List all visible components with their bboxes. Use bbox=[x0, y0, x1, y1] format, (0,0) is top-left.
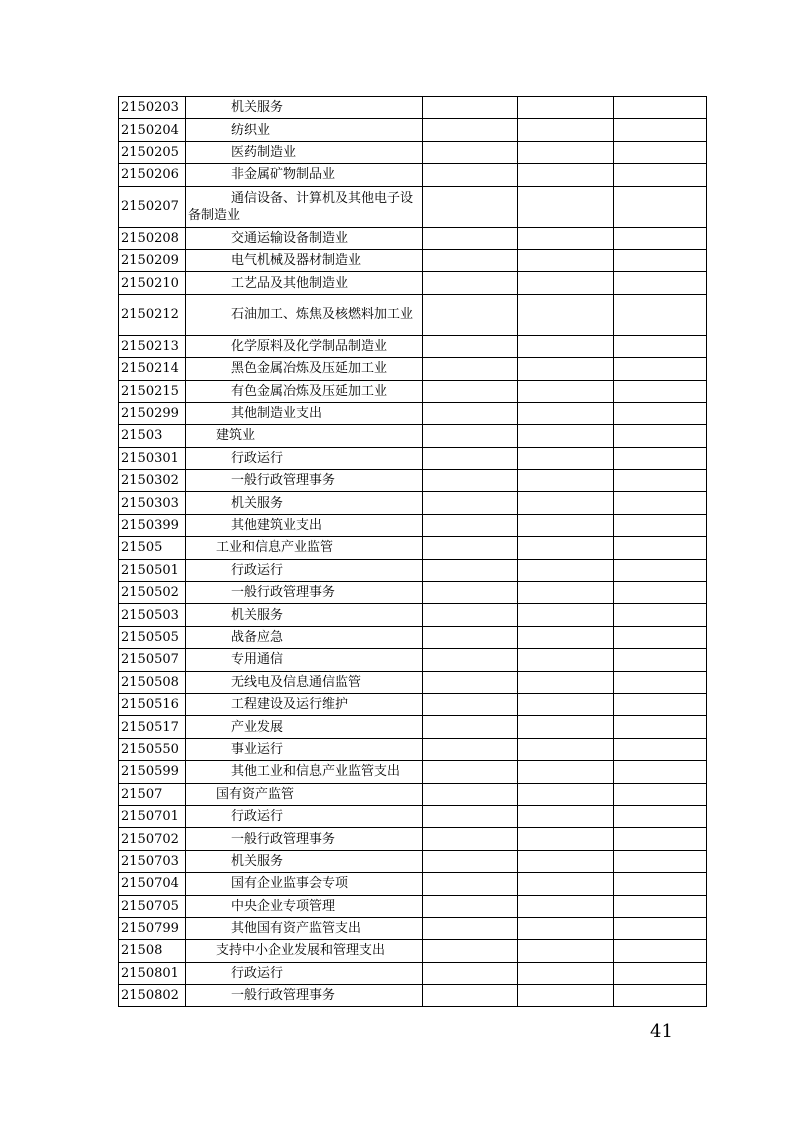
row-name: 战备应急 bbox=[186, 626, 423, 648]
row-name: 化学原料及化学制品制造业 bbox=[186, 335, 423, 357]
row-amount-cell bbox=[614, 537, 707, 559]
row-code: 21505 bbox=[119, 537, 186, 559]
row-amount-cell bbox=[614, 164, 707, 186]
row-amount-cell bbox=[518, 537, 614, 559]
row-name: 机关服务 bbox=[186, 850, 423, 872]
table-row bbox=[119, 492, 707, 514]
row-amount-cell bbox=[614, 470, 707, 492]
row-amount-cell bbox=[614, 272, 707, 294]
row-name: 一般行政管理事务 bbox=[186, 828, 423, 850]
row-name: 其他国有资产监管支出 bbox=[186, 917, 423, 939]
row-amount-cell bbox=[614, 716, 707, 738]
row-amount-cell bbox=[614, 873, 707, 895]
table-row bbox=[119, 119, 707, 141]
row-amount-cell bbox=[423, 828, 518, 850]
table-row bbox=[119, 97, 707, 119]
row-name: 机关服务 bbox=[186, 492, 423, 514]
row-amount-cell bbox=[423, 249, 518, 271]
row-name: 通信设备、计算机及其他电子设备制造业 bbox=[186, 186, 423, 227]
row-code: 2150505 bbox=[119, 626, 186, 648]
page-number: 41 bbox=[650, 1021, 673, 1042]
row-amount-cell bbox=[614, 850, 707, 872]
table-row bbox=[119, 873, 707, 895]
table-row bbox=[119, 671, 707, 693]
row-code: 2150205 bbox=[119, 141, 186, 163]
row-code: 21507 bbox=[119, 783, 186, 805]
row-code: 2150299 bbox=[119, 402, 186, 424]
row-name: 电气机械及器材制造业 bbox=[186, 249, 423, 271]
row-code: 2150517 bbox=[119, 716, 186, 738]
row-code: 2150212 bbox=[119, 294, 186, 335]
row-code: 2150516 bbox=[119, 693, 186, 715]
row-name: 工业和信息产业监管 bbox=[186, 537, 423, 559]
row-amount-cell bbox=[518, 164, 614, 186]
table-row bbox=[119, 164, 707, 186]
table-row bbox=[119, 850, 707, 872]
row-name: 纺织业 bbox=[186, 119, 423, 141]
row-amount-cell bbox=[518, 425, 614, 447]
row-amount-cell bbox=[614, 985, 707, 1007]
table-row bbox=[119, 582, 707, 604]
budget-table bbox=[118, 96, 707, 1007]
row-code: 2150208 bbox=[119, 227, 186, 249]
row-amount-cell bbox=[423, 425, 518, 447]
row-code: 21503 bbox=[119, 425, 186, 447]
row-code: 2150799 bbox=[119, 917, 186, 939]
row-amount-cell bbox=[423, 447, 518, 469]
row-amount-cell bbox=[614, 738, 707, 760]
row-amount-cell bbox=[423, 358, 518, 380]
row-code: 2150215 bbox=[119, 380, 186, 402]
row-amount-cell bbox=[423, 940, 518, 962]
row-amount-cell bbox=[423, 873, 518, 895]
row-code: 2150802 bbox=[119, 985, 186, 1007]
row-amount-cell bbox=[614, 227, 707, 249]
row-name: 行政运行 bbox=[186, 805, 423, 827]
row-code: 2150507 bbox=[119, 649, 186, 671]
row-amount-cell bbox=[518, 604, 614, 626]
row-amount-cell bbox=[614, 895, 707, 917]
row-amount-cell bbox=[518, 272, 614, 294]
row-amount-cell bbox=[423, 604, 518, 626]
row-amount-cell bbox=[518, 873, 614, 895]
row-amount-cell bbox=[423, 186, 518, 227]
table-row bbox=[119, 761, 707, 783]
row-name: 交通运输设备制造业 bbox=[186, 227, 423, 249]
row-amount-cell bbox=[614, 358, 707, 380]
row-amount-cell bbox=[423, 97, 518, 119]
row-name: 专用通信 bbox=[186, 649, 423, 671]
row-amount-cell bbox=[518, 514, 614, 536]
row-amount-cell bbox=[614, 186, 707, 227]
row-amount-cell bbox=[518, 559, 614, 581]
row-amount-cell bbox=[614, 649, 707, 671]
row-amount-cell bbox=[614, 917, 707, 939]
row-amount-cell bbox=[518, 141, 614, 163]
row-amount-cell bbox=[614, 492, 707, 514]
row-name: 一般行政管理事务 bbox=[186, 985, 423, 1007]
row-code: 2150213 bbox=[119, 335, 186, 357]
row-code: 2150399 bbox=[119, 514, 186, 536]
row-name: 行政运行 bbox=[186, 447, 423, 469]
row-amount-cell bbox=[614, 828, 707, 850]
row-name: 中央企业专项管理 bbox=[186, 895, 423, 917]
row-amount-cell bbox=[423, 537, 518, 559]
row-amount-cell bbox=[518, 358, 614, 380]
row-code: 2150703 bbox=[119, 850, 186, 872]
row-amount-cell bbox=[518, 761, 614, 783]
row-code: 2150302 bbox=[119, 470, 186, 492]
row-code: 2150301 bbox=[119, 447, 186, 469]
row-amount-cell bbox=[518, 402, 614, 424]
row-amount-cell bbox=[614, 604, 707, 626]
row-amount-cell bbox=[614, 141, 707, 163]
row-name: 医药制造业 bbox=[186, 141, 423, 163]
row-code: 2150550 bbox=[119, 738, 186, 760]
row-name: 其他制造业支出 bbox=[186, 402, 423, 424]
table-row bbox=[119, 626, 707, 648]
row-name: 一般行政管理事务 bbox=[186, 470, 423, 492]
row-amount-cell bbox=[423, 119, 518, 141]
row-amount-cell bbox=[614, 380, 707, 402]
row-amount-cell bbox=[423, 164, 518, 186]
row-amount-cell bbox=[518, 119, 614, 141]
row-amount-cell bbox=[518, 671, 614, 693]
row-amount-cell bbox=[518, 716, 614, 738]
row-amount-cell bbox=[614, 761, 707, 783]
table-row bbox=[119, 940, 707, 962]
table-row bbox=[119, 649, 707, 671]
table-row bbox=[119, 559, 707, 581]
table-row bbox=[119, 783, 707, 805]
row-name: 行政运行 bbox=[186, 962, 423, 984]
row-amount-cell bbox=[518, 940, 614, 962]
table-row bbox=[119, 294, 707, 335]
row-code: 2150203 bbox=[119, 97, 186, 119]
row-amount-cell bbox=[614, 514, 707, 536]
row-name: 无线电及信息通信监管 bbox=[186, 671, 423, 693]
row-amount-cell bbox=[614, 940, 707, 962]
row-amount-cell bbox=[423, 141, 518, 163]
row-amount-cell bbox=[423, 671, 518, 693]
row-amount-cell bbox=[423, 805, 518, 827]
row-amount-cell bbox=[423, 716, 518, 738]
table-row bbox=[119, 335, 707, 357]
row-name: 有色金属冶炼及压延加工业 bbox=[186, 380, 423, 402]
row-name: 国有资产监管 bbox=[186, 783, 423, 805]
row-name: 黑色金属冶炼及压延加工业 bbox=[186, 358, 423, 380]
row-amount-cell bbox=[518, 97, 614, 119]
row-code: 2150801 bbox=[119, 962, 186, 984]
row-code: 2150207 bbox=[119, 186, 186, 227]
row-name: 建筑业 bbox=[186, 425, 423, 447]
row-amount-cell bbox=[614, 335, 707, 357]
row-amount-cell bbox=[423, 626, 518, 648]
row-code: 2150702 bbox=[119, 828, 186, 850]
row-name: 机关服务 bbox=[186, 97, 423, 119]
row-amount-cell bbox=[423, 227, 518, 249]
row-code: 2150599 bbox=[119, 761, 186, 783]
table-row bbox=[119, 985, 707, 1007]
row-amount-cell bbox=[423, 895, 518, 917]
row-amount-cell bbox=[423, 402, 518, 424]
table-row bbox=[119, 380, 707, 402]
row-amount-cell bbox=[423, 985, 518, 1007]
row-amount-cell bbox=[518, 294, 614, 335]
row-amount-cell bbox=[614, 693, 707, 715]
row-amount-cell bbox=[423, 272, 518, 294]
row-amount-cell bbox=[423, 738, 518, 760]
table-row bbox=[119, 447, 707, 469]
table-row bbox=[119, 716, 707, 738]
row-name: 行政运行 bbox=[186, 559, 423, 581]
row-amount-cell bbox=[423, 470, 518, 492]
table-row bbox=[119, 537, 707, 559]
row-name: 事业运行 bbox=[186, 738, 423, 760]
row-amount-cell bbox=[423, 582, 518, 604]
row-amount-cell bbox=[614, 559, 707, 581]
row-name: 工程建设及运行维护 bbox=[186, 693, 423, 715]
row-code: 2150204 bbox=[119, 119, 186, 141]
row-amount-cell bbox=[614, 783, 707, 805]
table-row bbox=[119, 514, 707, 536]
row-code: 2150209 bbox=[119, 249, 186, 271]
row-code: 2150210 bbox=[119, 272, 186, 294]
row-amount-cell bbox=[423, 380, 518, 402]
table-row bbox=[119, 227, 707, 249]
row-code: 2150508 bbox=[119, 671, 186, 693]
row-amount-cell bbox=[614, 249, 707, 271]
row-amount-cell bbox=[518, 249, 614, 271]
row-amount-cell bbox=[518, 850, 614, 872]
row-amount-cell bbox=[614, 671, 707, 693]
row-code: 2150502 bbox=[119, 582, 186, 604]
row-amount-cell bbox=[518, 626, 614, 648]
row-amount-cell bbox=[423, 962, 518, 984]
row-amount-cell bbox=[518, 335, 614, 357]
row-name: 机关服务 bbox=[186, 604, 423, 626]
table-row bbox=[119, 738, 707, 760]
row-amount-cell bbox=[614, 962, 707, 984]
row-amount-cell bbox=[614, 582, 707, 604]
row-amount-cell bbox=[518, 227, 614, 249]
row-amount-cell bbox=[614, 447, 707, 469]
row-amount-cell bbox=[518, 895, 614, 917]
row-amount-cell bbox=[518, 470, 614, 492]
table-row bbox=[119, 186, 707, 227]
row-amount-cell bbox=[423, 492, 518, 514]
row-code: 2150704 bbox=[119, 873, 186, 895]
row-amount-cell bbox=[614, 626, 707, 648]
table-row bbox=[119, 402, 707, 424]
row-amount-cell bbox=[518, 693, 614, 715]
row-amount-cell bbox=[423, 514, 518, 536]
row-amount-cell bbox=[614, 97, 707, 119]
row-amount-cell bbox=[614, 402, 707, 424]
row-name: 其他工业和信息产业监管支出 bbox=[186, 761, 423, 783]
row-amount-cell bbox=[518, 380, 614, 402]
row-amount-cell bbox=[423, 649, 518, 671]
table-body bbox=[119, 97, 707, 1007]
row-code: 2150705 bbox=[119, 895, 186, 917]
table-row bbox=[119, 604, 707, 626]
row-amount-cell bbox=[614, 805, 707, 827]
row-code: 2150206 bbox=[119, 164, 186, 186]
row-amount-cell bbox=[518, 962, 614, 984]
row-amount-cell bbox=[423, 761, 518, 783]
row-amount-cell bbox=[518, 492, 614, 514]
table-row bbox=[119, 917, 707, 939]
table-row bbox=[119, 805, 707, 827]
row-amount-cell bbox=[614, 119, 707, 141]
table-row bbox=[119, 962, 707, 984]
row-amount-cell bbox=[423, 693, 518, 715]
row-amount-cell bbox=[518, 783, 614, 805]
row-amount-cell bbox=[518, 917, 614, 939]
row-amount-cell bbox=[518, 186, 614, 227]
row-amount-cell bbox=[518, 985, 614, 1007]
row-amount-cell bbox=[423, 783, 518, 805]
row-amount-cell bbox=[423, 559, 518, 581]
row-code: 21508 bbox=[119, 940, 186, 962]
row-name: 石油加工、炼焦及核燃料加工业 bbox=[186, 294, 423, 335]
table-row bbox=[119, 358, 707, 380]
table-row bbox=[119, 470, 707, 492]
row-amount-cell bbox=[423, 850, 518, 872]
table-row bbox=[119, 141, 707, 163]
table-row bbox=[119, 425, 707, 447]
table-row bbox=[119, 272, 707, 294]
row-code: 2150701 bbox=[119, 805, 186, 827]
row-name: 其他建筑业支出 bbox=[186, 514, 423, 536]
row-code: 2150214 bbox=[119, 358, 186, 380]
row-name: 工艺品及其他制造业 bbox=[186, 272, 423, 294]
table-row bbox=[119, 693, 707, 715]
row-amount-cell bbox=[518, 447, 614, 469]
row-amount-cell bbox=[614, 294, 707, 335]
row-amount-cell bbox=[423, 335, 518, 357]
row-amount-cell bbox=[518, 828, 614, 850]
row-name: 支持中小企业发展和管理支出 bbox=[186, 940, 423, 962]
row-amount-cell bbox=[518, 805, 614, 827]
row-amount-cell bbox=[518, 738, 614, 760]
row-code: 2150501 bbox=[119, 559, 186, 581]
row-amount-cell bbox=[614, 425, 707, 447]
row-amount-cell bbox=[518, 649, 614, 671]
table-row bbox=[119, 828, 707, 850]
table-row bbox=[119, 895, 707, 917]
row-name: 国有企业监事会专项 bbox=[186, 873, 423, 895]
row-name: 产业发展 bbox=[186, 716, 423, 738]
row-code: 2150303 bbox=[119, 492, 186, 514]
row-amount-cell bbox=[423, 917, 518, 939]
row-amount-cell bbox=[518, 582, 614, 604]
row-name: 一般行政管理事务 bbox=[186, 582, 423, 604]
row-name: 非金属矿物制品业 bbox=[186, 164, 423, 186]
table-row bbox=[119, 249, 707, 271]
row-code: 2150503 bbox=[119, 604, 186, 626]
row-amount-cell bbox=[423, 294, 518, 335]
